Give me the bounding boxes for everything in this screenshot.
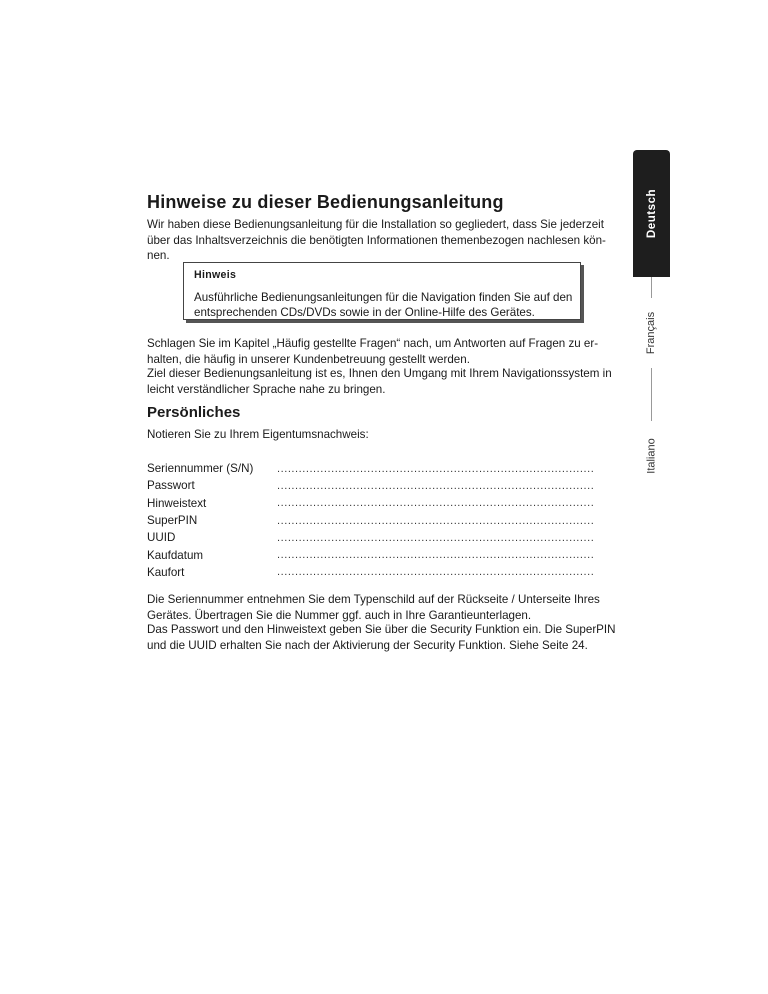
password-info-paragraph: Das Passwort und den Hinweistext geben Sie über die Security Funktion ein. Die SuperPIN und die UUID erhalten Sie nach der Aktivierung der Security Funktion. Siehe Seite 24.	[147, 623, 616, 652]
field-row-password	[147, 477, 595, 494]
language-tab-label: Italiano	[645, 438, 658, 474]
language-tab-label: Deutsch	[645, 188, 658, 239]
field-row-hint	[147, 495, 595, 512]
goal-paragraph: Ziel dieser Bedienungsanleitung ist es, Ihnen den Umgang mit Ihrem Navigationssystem in leicht verständlicher Sprache nahe zu bringen.	[147, 367, 612, 396]
page-title: Hinweise zu dieser Bedienungsanleitung	[147, 192, 504, 212]
language-tab-italiano[interactable]	[633, 421, 670, 491]
field-dotted-line: ........................................................................................	[277, 531, 595, 544]
language-tab-label: Français	[645, 311, 658, 355]
field-label: Passwort	[147, 479, 195, 493]
section-heading-personal: Persönliches	[147, 404, 241, 421]
field-label: Kaufdatum	[147, 548, 204, 562]
ownership-fields-list	[147, 460, 595, 581]
field-row-superpin	[147, 512, 595, 529]
field-row-uuid	[147, 529, 595, 546]
field-label: SuperPIN	[147, 514, 198, 528]
field-label: Hinweistext	[147, 496, 207, 510]
tab-divider	[651, 368, 652, 421]
tab-divider	[651, 277, 652, 298]
language-tab-deutsch[interactable]	[633, 150, 670, 277]
note-box	[183, 262, 581, 320]
language-tab-francais[interactable]	[633, 298, 670, 368]
field-dotted-line: ........................................................................................	[277, 549, 595, 562]
field-row-purchase-place	[147, 564, 595, 581]
field-label: Kaufort	[147, 565, 185, 579]
field-dotted-line: ........................................................................................	[277, 566, 595, 579]
personal-intro: Notieren Sie zu Ihrem Eigentumsnachweis:	[147, 428, 369, 441]
intro-paragraph: Wir haben diese Bedienungsanleitung für die Installation so gegliedert, dass Sie jederzeit über das Inhaltsverzeichnis die benötigten Informationen themenbezogen nachlesen kön-nen.	[147, 218, 606, 263]
field-label: UUID	[147, 531, 176, 545]
field-dotted-line: ........................................................................................	[277, 462, 595, 475]
field-dotted-line: ........................................................................................	[277, 514, 595, 527]
note-text: Ausführliche Bedienungsanleitungen für die Navigation finden Sie auf den entsprechenden CDs/DVDs sowie in der Online-Hilfe des Gerätes.	[194, 291, 573, 319]
serial-info-paragraph: Die Seriennummer entnehmen Sie dem Typenschild auf der Rückseite / Unterseite Ihres Gerätes. Übertragen Sie die Nummer ggf. auch in Ihre Garantieunterlagen.	[147, 593, 600, 622]
field-dotted-line: ........................................................................................	[277, 497, 595, 510]
field-label: Seriennummer (S/N)	[147, 462, 254, 476]
field-row-purchase-date	[147, 546, 595, 563]
note-title: Hinweis	[194, 269, 237, 281]
field-dotted-line: ........................................................................................	[277, 479, 595, 492]
faq-paragraph: Schlagen Sie im Kapitel „Häufig gestellte Fragen“ nach, um Antworten auf Fragen zu er-halten, die häufig in unserer Kundenbetreuung gestellt werden.	[147, 337, 599, 366]
field-row-serial	[147, 460, 595, 477]
